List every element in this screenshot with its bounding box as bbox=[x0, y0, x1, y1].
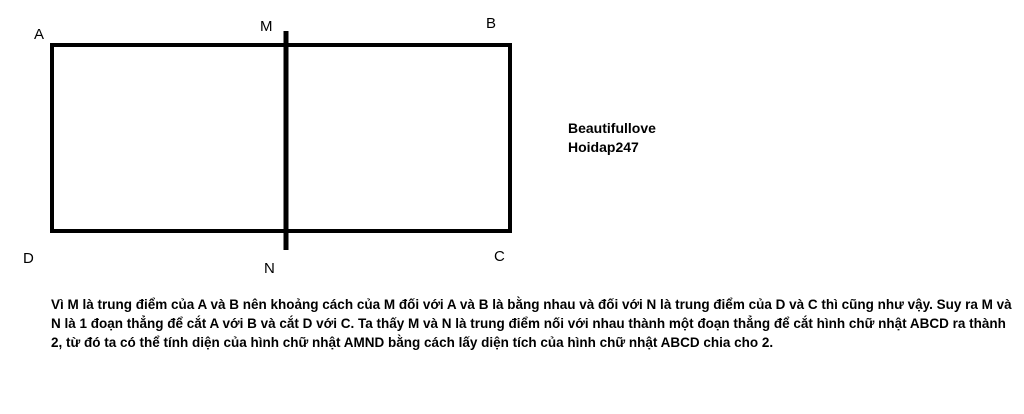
label-a: A bbox=[34, 26, 45, 43]
credit-author: Beautifullove bbox=[568, 120, 656, 136]
label-d: D bbox=[23, 250, 34, 267]
credit-site: Hoidap247 bbox=[568, 139, 639, 155]
explanation-text: Vì M là trung điểm của A và B nên khoảng cách của M đối với A và B là bằng nhau và đối với N là trung điểm của D và C thì cũng như vậy. Suy ra M và N là 1 đoạn thẳng để cắt A với B và cắt D với C. Ta thấy M và N là trung điểm nối với nhau thành một đoạn thẳng để cắt hình chữ nhật ABCD ra thành 2, từ đó ta có thể tính diện của hình chữ nhật AMND bằng cách lấy diện tích của hình chữ nhật ABCD chia cho 2. bbox=[51, 297, 1012, 350]
label-b: B bbox=[486, 15, 497, 32]
rectangle-abcd bbox=[52, 45, 510, 231]
label-n: N bbox=[264, 260, 275, 277]
label-c: C bbox=[494, 248, 505, 265]
label-m: M bbox=[260, 18, 273, 35]
